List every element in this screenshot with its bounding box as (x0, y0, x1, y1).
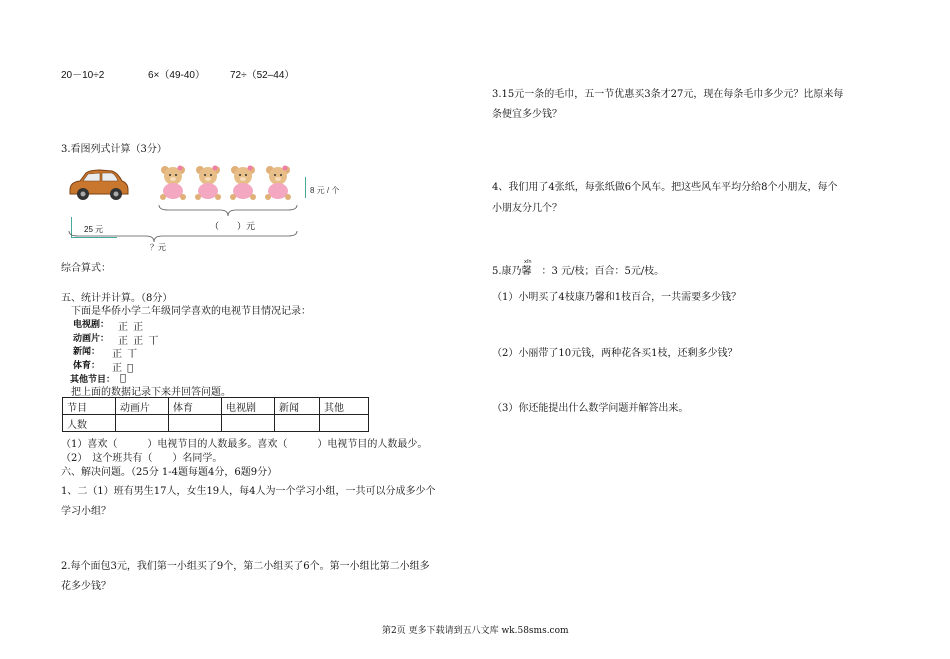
section5-q2: （2） 这个班共有（ ）名同学。 (61, 453, 223, 464)
q3-title: 3.看图列式计算（3分） (61, 144, 167, 155)
total-brace (68, 230, 298, 244)
bear-icons (157, 164, 299, 200)
right-q3-line1: 3.15元一条的毛巾，五一节优惠买3条才27元，现在每条毛巾多少元？比原来每 (492, 89, 844, 100)
car-price-tag: 25 元 (71, 217, 117, 238)
right-q5-title: 5.康乃馨 ：3 元/枝；百合：5元/枝。 (492, 266, 665, 277)
right-q4-line2: 小朋友分几个？ (492, 203, 562, 214)
tally-marks-news: 正 丅 (112, 349, 139, 360)
section5-q1: （1）喜欢（ ）电视节目的人数最多。喜欢（ ）电视节目的人数最少。 (61, 439, 428, 450)
section6-title: 六、解决问题。（25分 1-4题每题4分，6题9分） (61, 467, 278, 478)
bears-bracket-label: （ ）元 (210, 222, 256, 232)
table-header-cell: 体育 (169, 398, 222, 415)
section5-instruction: 把上面的数据记录下来并回答问题。 (71, 387, 231, 398)
table-input-cell[interactable] (169, 415, 222, 432)
section6-q2-line1: 2.每个面包3元，我们第一小组买了9个，第二小组买了6个。第一小组比第二小组多 (61, 561, 430, 572)
table-input-cell[interactable] (222, 415, 275, 432)
tally-marks-drama: 正 正 (118, 322, 145, 333)
right-q3-line2: 条便宜多少钱？ (492, 109, 562, 120)
right-q5-sub3: （3）你还能提出什么数学问题并解答出来。 (492, 403, 689, 414)
table-header-cell: 电视剧 (222, 398, 275, 415)
tally-label-sports: 体育： (73, 361, 101, 371)
tally-label-news: 新闻： (73, 347, 101, 357)
calc-expr-2: 6×（49-40） (148, 70, 205, 81)
table-row (63, 398, 369, 415)
section5-title: 五、统计并计算。（8分） (61, 293, 173, 304)
right-q5-sub1: （1）小明买了4枝康乃馨和1枝百合，一共需要多少钱？ (492, 292, 742, 303)
tally-label-cartoon: 动画片： (73, 334, 110, 344)
table-header-cell: 新闻 (275, 398, 320, 415)
tally-label-drama: 电视剧： (73, 320, 110, 330)
page-footer: 第2页 更多下载请到五八文库 wk.58sms.com (382, 626, 569, 636)
calc-expr-3: 72÷（52–44） (230, 70, 295, 81)
right-q4-line1: 4、我们用了4张纸，每张纸做6个风车。把这些风车平均分给8个小朋友，每个 (492, 182, 838, 193)
tally-marks-cartoon: 正 正 丅 (118, 336, 160, 347)
tally-label-other: 其他节目： (70, 375, 116, 385)
section6-q1-line2: 学习小组？ (61, 506, 111, 517)
table-header-cell: 动画片 (116, 398, 169, 415)
car-illustration (66, 168, 130, 202)
table-input-cell[interactable] (275, 415, 320, 432)
combined-formula-label: 综合算式： (61, 263, 111, 274)
section6-q1-line1: 1、二（1）班有男生17人，女生19人，每4人为一个学习小组，一共可以分成多少个 (61, 486, 436, 497)
table-header-cell: 节目 (63, 398, 116, 415)
tally-marks-other: 𠀌 (120, 373, 128, 384)
table-row-label: 人数 (63, 415, 116, 432)
table-header-cell: 其他 (320, 398, 369, 415)
bear-price-tag: 8 元 / 个 (305, 177, 343, 198)
section6-q2-line2: 花多少钱？ (61, 581, 111, 592)
tally-marks-sports: 正 𠀌 (112, 363, 135, 374)
calc-expr-1: 20－10÷2 (61, 70, 105, 81)
table-input-cell[interactable] (320, 415, 369, 432)
section5-intro: 下面是华侨小学二年级同学喜欢的电视节目情况记录： (71, 306, 311, 317)
total-question-label: ？元 (150, 243, 166, 252)
right-q5-sub2: （2）小丽带了10元钱，两种花各买1枝，还剩多少钱？ (492, 348, 738, 359)
stats-table (62, 397, 369, 432)
table-input-cell[interactable] (116, 415, 169, 432)
table-row (63, 415, 369, 432)
bears-brace (158, 204, 298, 218)
right-q5-ruby: xīn (524, 259, 532, 265)
